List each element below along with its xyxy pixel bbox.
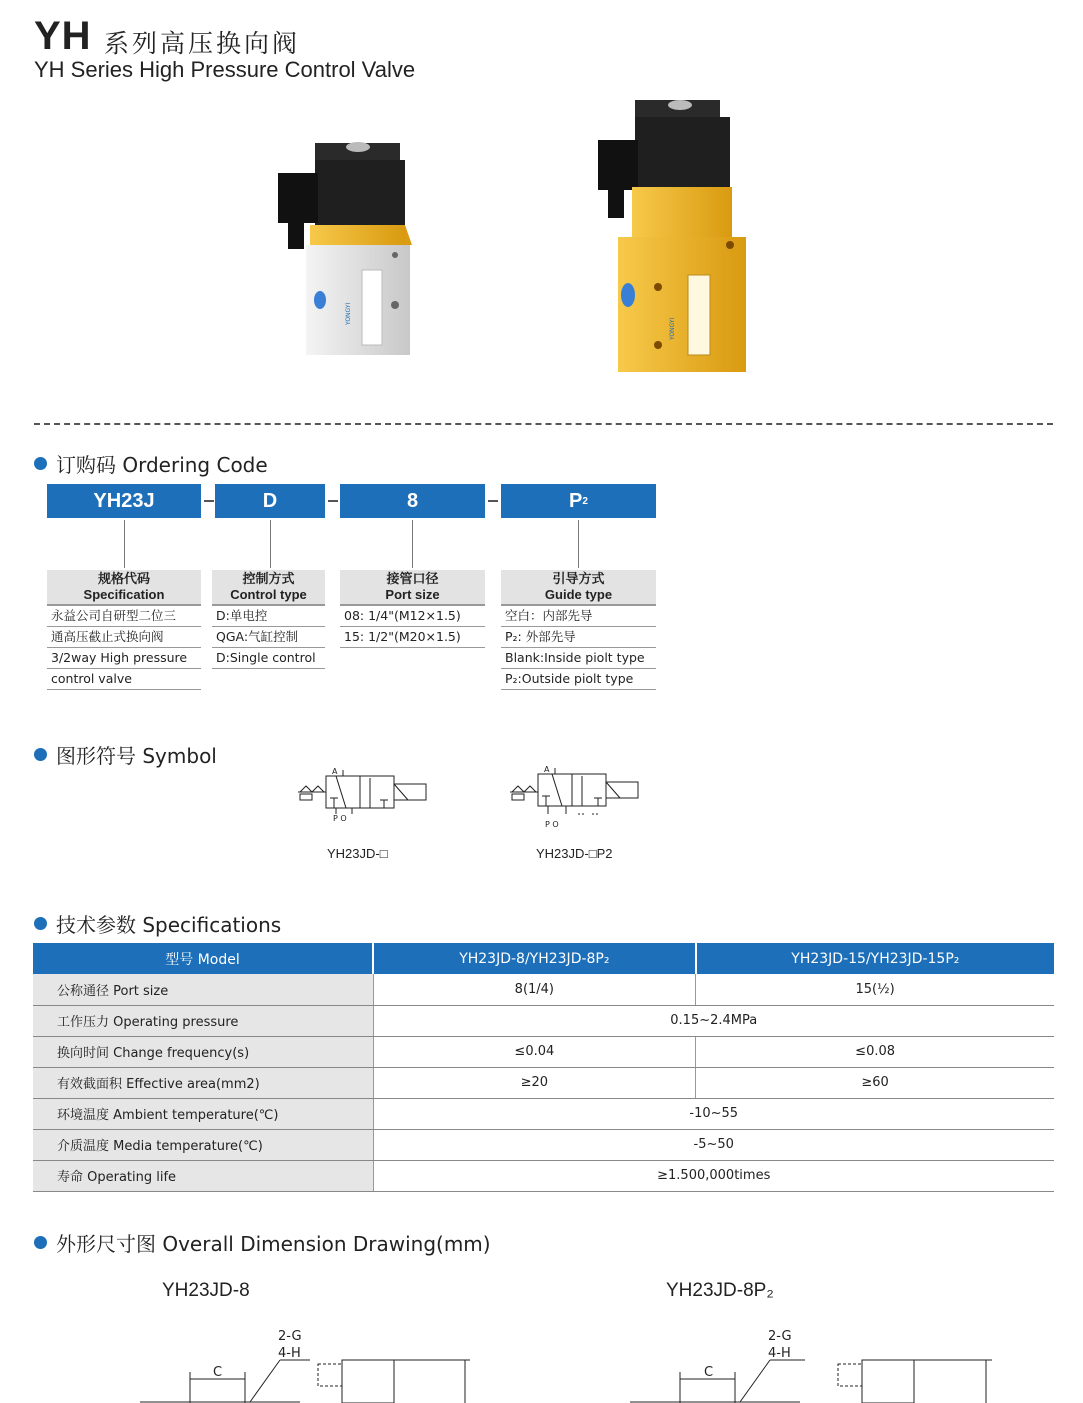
column-row: 3/2way High pressure (47, 648, 201, 669)
symbol-label: YH23JD-□ (327, 846, 388, 861)
connector-line (124, 520, 125, 568)
header-cell: YH23JD-15/YH23JD-15P₂ (696, 943, 1054, 974)
svg-text:2-G: 2-G (768, 1329, 792, 1344)
dimension-drawing-8p2 (630, 1322, 1000, 1403)
series-code: YH (34, 14, 92, 58)
ordering-code-title: 订购码 Ordering Code (34, 449, 268, 478)
column-head: 规格代码 Specification (47, 570, 201, 606)
valve-symbol-external (508, 764, 643, 834)
row-label: 换向时间 Change frequency(s) (33, 1036, 373, 1067)
symbol-title: 图形符号 Symbol (34, 740, 217, 769)
drawing-title: YH23JD-8 (162, 1280, 250, 1301)
symbol-label: YH23JD-□P2 (536, 846, 613, 861)
connector-line (270, 520, 271, 568)
port-column (340, 570, 485, 648)
column-row: control valve (47, 669, 201, 690)
row-value: ≥1.500,000times (373, 1160, 1054, 1191)
brand-label: YONGYI (669, 317, 676, 340)
svg-text:P O: P O (545, 820, 559, 829)
column-row: P₂:Outside piolt type (501, 669, 656, 690)
column-row: 空白：内部先导 (501, 606, 656, 627)
column-row: D:单电控 (212, 606, 325, 627)
bullet-icon (34, 917, 47, 930)
control-column (212, 570, 325, 669)
column-row: QGA:气缸控制 (212, 627, 325, 648)
column-head: 引导方式 Guide type (501, 570, 656, 606)
svg-text:P O: P O (333, 814, 347, 823)
row-value: 15(½) (696, 974, 1054, 1005)
row-label: 寿命 Operating life (33, 1160, 373, 1191)
row-label: 工作压力 Operating pressure (33, 1005, 373, 1036)
connector-line (412, 520, 413, 568)
connector-line (578, 520, 579, 568)
row-value: ≤0.04 (373, 1036, 696, 1067)
page-title-cn: 系列高压换向阀 (104, 29, 301, 58)
column-row: 08: 1/4"(M12×1.5) (340, 606, 485, 627)
svg-text:C: C (213, 1365, 223, 1380)
column-row: P₂: 外部先导 (501, 627, 656, 648)
svg-text:A: A (544, 765, 550, 774)
table-row (33, 1036, 1054, 1067)
table-header-row (33, 943, 1054, 974)
table-row (33, 1067, 1054, 1098)
header-cell: YH23JD-8/YH23JD-8P₂ (373, 943, 696, 974)
dimension-drawing-8 (140, 1322, 480, 1403)
table-row (33, 1129, 1054, 1160)
svg-text:4-H: 4-H (768, 1346, 791, 1361)
column-row: 通高压截止式换向阀 (47, 627, 201, 648)
column-row: Blank:Inside piolt type (501, 648, 656, 669)
section-divider (34, 423, 1053, 425)
table-row (33, 974, 1054, 1005)
bullet-icon (34, 748, 47, 761)
row-value: ≤0.08 (696, 1036, 1054, 1067)
code-dash (328, 500, 338, 502)
table-row (33, 1005, 1054, 1036)
row-value: -5~50 (373, 1129, 1054, 1160)
row-value: 0.15~2.4MPa (373, 1005, 1054, 1036)
guide-column (501, 570, 656, 690)
dimension-title: 外形尺寸图 Overall Dimension Drawing(mm) (34, 1228, 491, 1257)
table-row (33, 1160, 1054, 1191)
specifications-title: 技术参数 Specifications (34, 909, 281, 938)
svg-text:2-G: 2-G (278, 1329, 302, 1344)
column-row: 15: 1/2"(M20×1.5) (340, 627, 485, 648)
drawing-title: YH23JD-8P₂ (666, 1280, 774, 1301)
code-box-port: 8 (340, 484, 485, 518)
svg-text:4-H: 4-H (278, 1346, 301, 1361)
row-value: ≥60 (696, 1067, 1054, 1098)
bullet-icon (34, 457, 47, 470)
valve-photo-silver (270, 135, 420, 365)
code-box-control: D (215, 484, 325, 518)
row-value: ≥20 (373, 1067, 696, 1098)
row-label: 有效截面积 Effective area(mm2) (33, 1067, 373, 1098)
svg-text:C: C (704, 1365, 714, 1380)
column-head: 接管口径 Port size (340, 570, 485, 606)
code-box-guide: P 2 (501, 484, 656, 518)
row-label: 公称通径 Port size (33, 974, 373, 1005)
row-label: 环境温度 Ambient temperature(℃) (33, 1098, 373, 1129)
valve-symbol-internal (296, 764, 431, 824)
table-row (33, 1098, 1054, 1129)
spec-column (47, 570, 201, 690)
brand-label: YONGYI (345, 302, 352, 325)
bullet-icon (34, 1236, 47, 1249)
svg-text:A: A (332, 767, 338, 776)
column-row: 永益公司自研型二位三 (47, 606, 201, 627)
row-label: 介质温度 Media temperature(℃) (33, 1129, 373, 1160)
code-dash (204, 500, 214, 502)
header-cell: 型号 Model (33, 943, 373, 974)
column-head: 控制方式 Control type (212, 570, 325, 606)
code-box-spec: YH23J (47, 484, 201, 518)
page-title-en: YH Series High Pressure Control Valve (34, 57, 416, 82)
row-value: -10~55 (373, 1098, 1054, 1129)
column-row: D:Single control (212, 648, 325, 669)
specifications-table (33, 943, 1054, 1192)
valve-photo-yellow (590, 95, 760, 375)
row-value: 8(1/4) (373, 974, 696, 1005)
code-dash (488, 500, 498, 502)
